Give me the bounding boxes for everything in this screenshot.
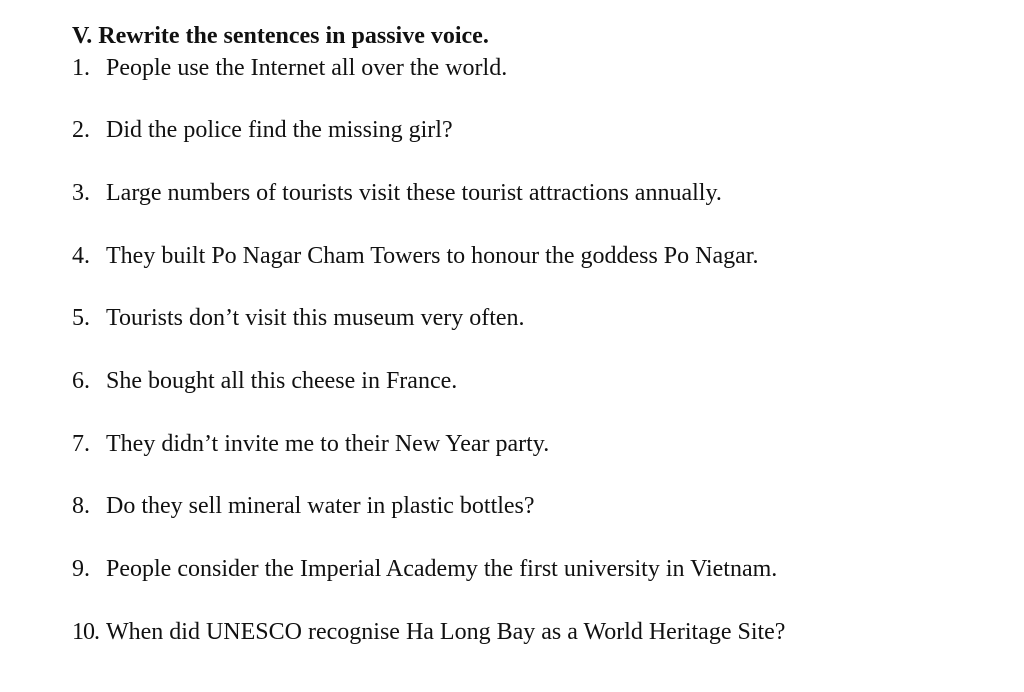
exercise-item-7 — [72, 428, 549, 460]
exercise-item-3 — [72, 177, 722, 209]
exercise-item-4 — [72, 240, 758, 272]
item-number: 5. — [72, 305, 90, 331]
item-sentence: People use the Internet all over the world. — [106, 55, 508, 81]
exercise-item-10 — [72, 616, 785, 648]
item-number: 2. — [72, 117, 90, 143]
item-number: 8. — [72, 493, 90, 519]
exercise-item-6 — [72, 365, 457, 397]
item-sentence: Do they sell mineral water in plastic bottles? — [106, 493, 535, 519]
item-sentence: Large numbers of tourists visit these tourist attractions annually. — [106, 180, 722, 206]
item-number: 1. — [72, 55, 90, 81]
item-number: 6. — [72, 368, 90, 394]
item-number: 4. — [72, 243, 90, 269]
exercise-item-2 — [72, 114, 453, 146]
exercise-item-8 — [72, 490, 535, 522]
exercise-item-1 — [72, 52, 507, 84]
exercise-item-5 — [72, 302, 525, 334]
item-number: 3. — [72, 180, 90, 206]
item-number: 7. — [72, 431, 90, 457]
item-sentence: She bought all this cheese in France. — [106, 368, 458, 394]
item-sentence: Did the police find the missing girl? — [106, 117, 453, 143]
item-number: 10. — [72, 619, 99, 645]
item-number: 9. — [72, 556, 90, 582]
item-sentence: People consider the Imperial Academy the first university in Vietnam. — [106, 556, 778, 582]
exercise-item-9 — [72, 553, 777, 585]
exercise-heading: V. Rewrite the sentences in passive voice. — [72, 23, 489, 49]
item-sentence: When did UNESCO recognise Ha Long Bay as a World Heritage Site? — [106, 619, 786, 645]
item-sentence: They didn’t invite me to their New Year party. — [106, 431, 550, 457]
item-sentence: They built Po Nagar Cham Towers to honour the goddess Po Nagar. — [106, 243, 759, 269]
item-sentence: Tourists don’t visit this museum very often. — [106, 305, 525, 331]
